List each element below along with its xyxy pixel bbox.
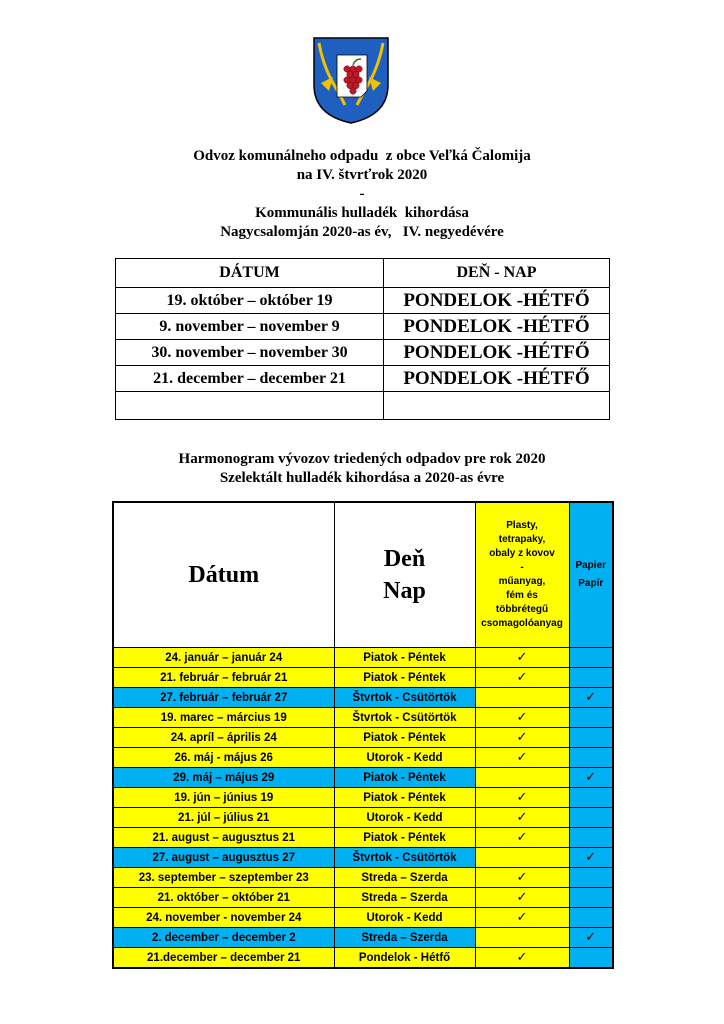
check-mark-icon: ✓ xyxy=(475,948,569,969)
row-date: 21. október – október 21 xyxy=(113,888,334,908)
header-den: Deň xyxy=(383,546,426,572)
plastics-line: fém és xyxy=(506,590,538,601)
row-day: Piatok - Péntek xyxy=(334,768,475,788)
paper-cell xyxy=(569,948,613,969)
row-date: 21.december – december 21 xyxy=(113,948,334,969)
table-row xyxy=(113,668,613,688)
row-date: 24. január – január 24 xyxy=(113,648,334,668)
heading-line-3: - xyxy=(359,186,365,202)
row-day: Streda – Szerda xyxy=(334,868,475,888)
table-row xyxy=(113,848,613,868)
paper-cell xyxy=(569,808,613,828)
row-day: Pondelok - Hétfő xyxy=(334,948,475,969)
row-day: Štvrtok - Csütörtök xyxy=(334,708,475,728)
row-day: PONDELOK -HÉTFŐ xyxy=(384,366,610,392)
empty-cell xyxy=(116,392,384,420)
paper-cell xyxy=(569,908,613,928)
plastics-cell xyxy=(475,688,569,708)
table-row xyxy=(113,768,613,788)
paper-line-hu: Papír xyxy=(578,578,604,589)
plastics-line: Plasty, xyxy=(506,520,538,531)
row-date: 19. marec – március 19 xyxy=(113,708,334,728)
plastics-line: csomagolóanyag xyxy=(481,618,563,629)
heading2-line-2: Szelektált hulladék kihordása a 2020-as évre xyxy=(219,470,505,486)
check-mark-icon: ✓ xyxy=(475,648,569,668)
row-date: 9. november – november 9 xyxy=(116,314,384,340)
paper-cell xyxy=(569,748,613,768)
check-mark-icon: ✓ xyxy=(569,928,613,948)
header-nap: Nap xyxy=(383,578,426,604)
row-day: Štvrtok - Csütörtök xyxy=(334,848,475,868)
plastics-line: műanyag, xyxy=(498,576,546,587)
table-row xyxy=(113,688,613,708)
table-row xyxy=(116,288,610,314)
row-date: 26. máj - május 26 xyxy=(113,748,334,768)
table-row xyxy=(113,808,613,828)
row-date: 21. február – február 21 xyxy=(113,668,334,688)
plastics-cell xyxy=(475,928,569,948)
heading-line-4: Kommunális hulladék kihordása xyxy=(255,205,469,221)
check-mark-icon: ✓ xyxy=(475,888,569,908)
communal-waste-table xyxy=(115,258,610,420)
row-day: PONDELOK -HÉTFŐ xyxy=(384,340,610,366)
paper-cell xyxy=(569,728,613,748)
check-mark-icon: ✓ xyxy=(475,708,569,728)
row-date: 19. október – október 19 xyxy=(116,288,384,314)
table2-body xyxy=(113,648,613,969)
heading-line-1: Odvoz komunálneho odpadu z obce Veľká Čalomija xyxy=(193,148,531,164)
header-datum: Dátum xyxy=(113,502,334,648)
row-date: 27. august – augusztus 27 xyxy=(113,848,334,868)
plastics-line: - xyxy=(520,562,524,573)
plastics-line: többrétegű xyxy=(495,604,549,615)
table-row xyxy=(113,728,613,748)
check-mark-icon: ✓ xyxy=(475,908,569,928)
table-row xyxy=(113,648,613,668)
sorted-waste-table xyxy=(112,501,614,969)
row-date: 21. december – december 21 xyxy=(116,366,384,392)
header-date: DÁTUM xyxy=(116,259,384,288)
paper-line-sk: Papier xyxy=(575,560,607,571)
row-day: Utorok - Kedd xyxy=(334,808,475,828)
empty-cell xyxy=(384,392,610,420)
row-date: 19. jún – június 19 xyxy=(113,788,334,808)
row-day: Streda – Szerda xyxy=(334,888,475,908)
heading-line-2: na IV. štvrťrok 2020 xyxy=(296,167,428,183)
check-mark-icon: ✓ xyxy=(475,808,569,828)
table-row xyxy=(113,748,613,768)
check-mark-icon: ✓ xyxy=(475,788,569,808)
paper-cell xyxy=(569,668,613,688)
row-day: Piatok - Péntek xyxy=(334,648,475,668)
plastics-line: tetrapaky, xyxy=(498,534,546,545)
row-day: Utorok - Kedd xyxy=(334,748,475,768)
row-date: 21. júl – július 21 xyxy=(113,808,334,828)
paper-cell xyxy=(569,888,613,908)
table-row xyxy=(113,868,613,888)
check-mark-icon: ✓ xyxy=(475,748,569,768)
table-row xyxy=(113,708,613,728)
schedule-heading xyxy=(0,147,724,242)
table-row xyxy=(113,908,613,928)
row-date: 30. november – november 30 xyxy=(116,340,384,366)
table-row xyxy=(113,788,613,808)
row-date: 24. apríl – április 24 xyxy=(113,728,334,748)
row-date: 24. november - november 24 xyxy=(113,908,334,928)
paper-cell xyxy=(569,828,613,848)
heading-line-5: Nagycsalomján 2020-as év, IV. negyedévére xyxy=(220,224,504,240)
paper-cell xyxy=(569,648,613,668)
row-date: 27. február – február 27 xyxy=(113,688,334,708)
table-row xyxy=(113,928,613,948)
table2-header-row xyxy=(113,502,613,648)
row-day: PONDELOK -HÉTFŐ xyxy=(384,314,610,340)
check-mark-icon: ✓ xyxy=(475,868,569,888)
check-mark-icon: ✓ xyxy=(569,848,613,868)
check-mark-icon: ✓ xyxy=(475,668,569,688)
table-row xyxy=(113,828,613,848)
header-paper xyxy=(569,502,613,648)
table-row xyxy=(116,340,610,366)
row-date: 23. september – szeptember 23 xyxy=(113,868,334,888)
check-mark-icon: ✓ xyxy=(569,768,613,788)
sorted-waste-heading xyxy=(0,450,724,488)
row-day: Piatok - Péntek xyxy=(334,668,475,688)
row-day: Štvrtok - Csütörtök xyxy=(334,688,475,708)
paper-cell xyxy=(569,868,613,888)
coat-of-arms-icon xyxy=(311,35,391,125)
header-plastics xyxy=(475,502,569,648)
plastics-line: obaly z kovov xyxy=(489,548,555,559)
row-date: 29. máj – május 29 xyxy=(113,768,334,788)
table-row xyxy=(116,314,610,340)
table-header-row xyxy=(116,259,610,288)
plastics-cell xyxy=(475,848,569,868)
table-row xyxy=(113,888,613,908)
plastics-cell xyxy=(475,768,569,788)
row-date: 2. december – december 2 xyxy=(113,928,334,948)
paper-cell xyxy=(569,708,613,728)
check-mark-icon: ✓ xyxy=(569,688,613,708)
table-row-empty xyxy=(116,392,610,420)
row-day: Streda – Szerda xyxy=(334,928,475,948)
row-day: Piatok - Péntek xyxy=(334,828,475,848)
check-mark-icon: ✓ xyxy=(475,728,569,748)
row-date: 21. august – augusztus 21 xyxy=(113,828,334,848)
table-row xyxy=(113,948,613,969)
header-day: DEŇ - NAP xyxy=(384,259,610,288)
heading2-line-1: Harmonogram vývozov triedených odpadov pre rok 2020 xyxy=(178,451,546,467)
check-mark-icon: ✓ xyxy=(475,828,569,848)
row-day: Utorok - Kedd xyxy=(334,908,475,928)
row-day: Piatok - Péntek xyxy=(334,788,475,808)
table-row xyxy=(116,366,610,392)
header-den-nap xyxy=(334,502,475,648)
row-day: PONDELOK -HÉTFŐ xyxy=(384,288,610,314)
row-day: Piatok - Péntek xyxy=(334,728,475,748)
paper-cell xyxy=(569,788,613,808)
